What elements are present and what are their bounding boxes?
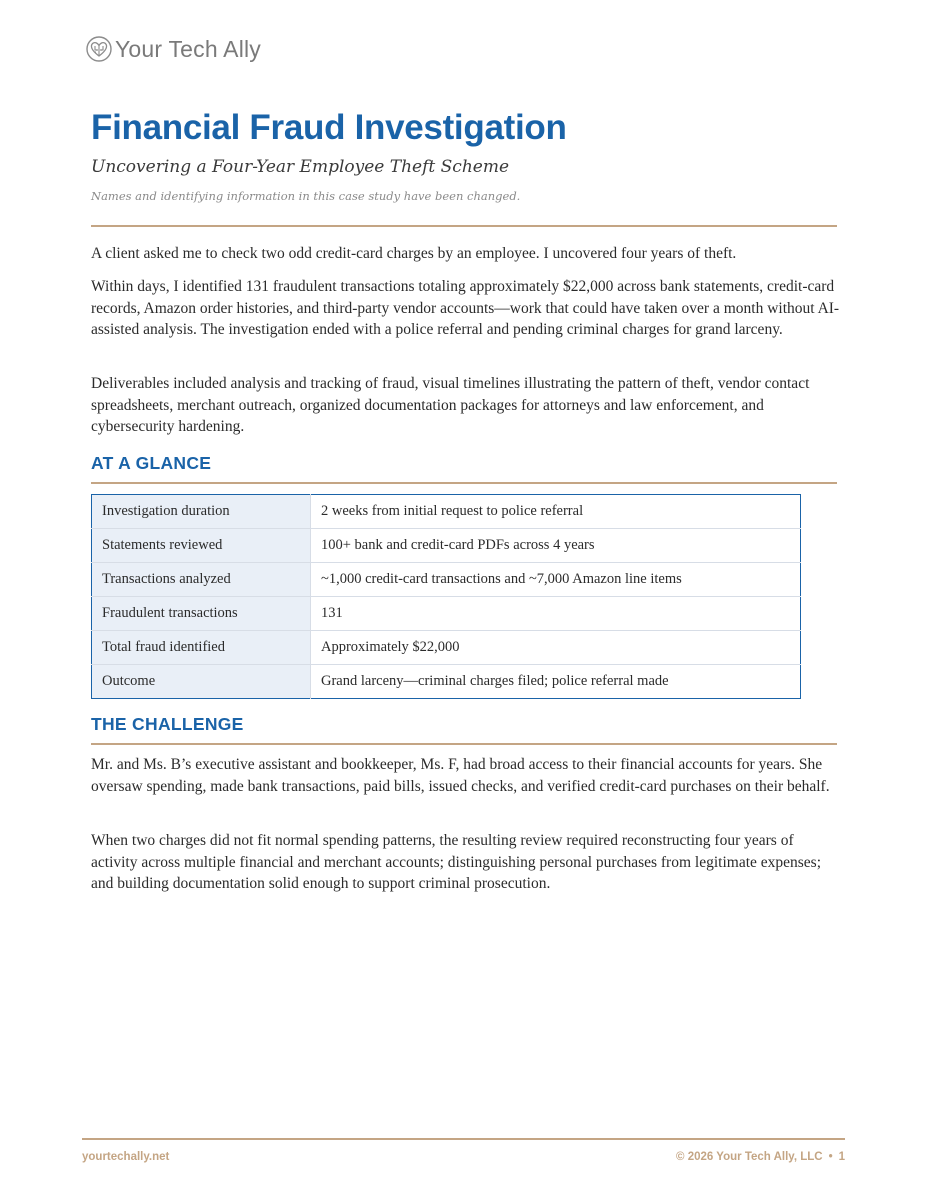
table-row <box>92 563 801 597</box>
copyright-text: © 2026 Your Tech Ally, LLC <box>676 1151 823 1163</box>
table-row <box>92 597 801 631</box>
footer-website-link[interactable]: yourtechally.net <box>82 1151 170 1163</box>
table-row <box>92 495 801 529</box>
table-row <box>92 631 801 665</box>
at-a-glance-table <box>91 494 801 699</box>
footer-separator: • <box>828 1151 833 1163</box>
divider <box>91 482 837 484</box>
logo-text: Your Tech Ally <box>115 35 262 62</box>
table-row <box>92 665 801 699</box>
section-heading-at-a-glance: AT A GLANCE <box>91 453 212 473</box>
section-heading-the-challenge: THE CHALLENGE <box>91 714 244 734</box>
row-label: Total fraud identified <box>92 631 311 665</box>
row-value: 131 <box>311 597 801 631</box>
row-label: Transactions analyzed <box>92 563 311 597</box>
disclaimer-note: Names and identifying information in this case study have been changed. <box>91 189 521 203</box>
divider <box>91 225 837 227</box>
page-number: 1 <box>838 1151 845 1163</box>
row-label: Fraudulent transactions <box>92 597 311 631</box>
divider <box>91 743 837 745</box>
intro-paragraph: Within days, I identified 131 fraudulent transactions totaling approximately $22,000 across bank statements, credit-card records, Amazon order histories, and third-party vendor accounts—work that could have taken over a month without AI-assisted analysis. The investigation ended with a police referral and pending criminal charges for grand larceny. <box>91 278 840 338</box>
intro-paragraph: Deliverables included analysis and tracking of fraud, visual timelines illustrating the pattern of theft, vendor contact spreadsheets, merchant outreach, organized documentation packages for attorneys and law enforcement, and cybersecurity hardening. <box>91 375 810 435</box>
challenge-paragraph: Mr. and Ms. B’s executive assistant and bookkeeper, Ms. F, had broad access to their financial accounts for years. She oversaw spending, made bank transactions, paid bills, issued checks, and verified credit-card purchases on their behalf. <box>91 756 830 795</box>
intro-paragraph: A client asked me to check two odd credit-card charges by an employee. I uncovered four years of theft. <box>91 245 737 262</box>
footer-divider <box>82 1138 845 1140</box>
logo <box>86 34 261 64</box>
page-subtitle: Uncovering a Four-Year Employee Theft Scheme <box>91 157 510 177</box>
row-value: 100+ bank and credit-card PDFs across 4 years <box>311 529 801 563</box>
row-label: Investigation duration <box>92 495 311 529</box>
footer-copyright <box>676 1151 845 1163</box>
table-row <box>92 529 801 563</box>
heart-circuit-icon <box>86 36 112 62</box>
row-value: 2 weeks from initial request to police referral <box>311 495 801 529</box>
row-label: Outcome <box>92 665 311 699</box>
page-title: Financial Fraud Investigation <box>91 108 567 147</box>
row-label: Statements reviewed <box>92 529 311 563</box>
challenge-paragraph: When two charges did not fit normal spending patterns, the resulting review required reconstructing four years of activity across multiple financial and merchant accounts; distinguishing personal purchases from legitimate expenses; and building documentation solid enough to support criminal prosecution. <box>91 832 822 892</box>
row-value: Approximately $22,000 <box>311 631 801 665</box>
row-value: ~1,000 credit-card transactions and ~7,000 Amazon line items <box>311 563 801 597</box>
row-value: Grand larceny—criminal charges filed; police referral made <box>311 665 801 699</box>
